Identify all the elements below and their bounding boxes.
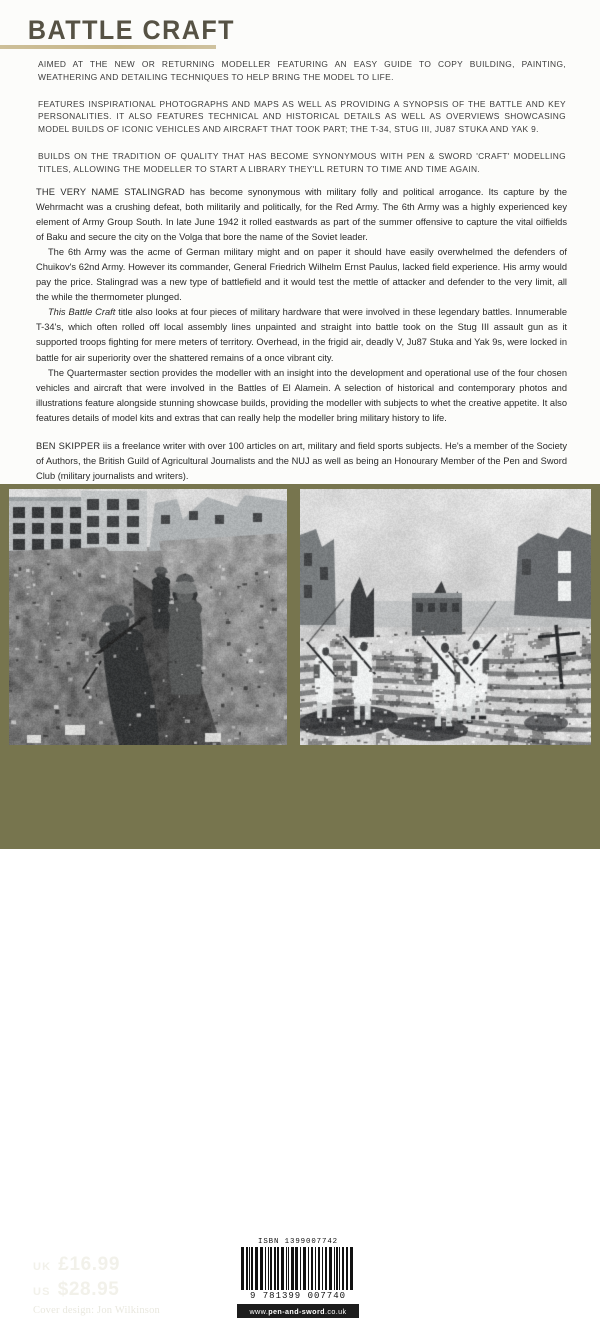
us-currency-label: US (33, 1286, 51, 1298)
paragraph-1-rest: has become synonymous with military folly and political arrogance. Its capture by the Wehrmacht was a crushing defeat, both militarily and politically, for the Red Army. The 6th Army was a highly experienced key element of Army Group South. In late June 1942 it rolled eastwards as part of the summer offensive to capture the vital oilfields of Baku and secure the city on the Volga that bore the name of the Soviet leader. (36, 187, 567, 243)
url-suffix: .co.uk (324, 1306, 347, 1316)
author-bio-rest: iis a freelance writer with over 100 articles on art, military and field sports subjects. He's a member of the Society of Authors, the British Guild of Agricultural Journalists and the NUJ as well as being an Honourary Member of the Pen and Sword Club (military journalists and writers). (36, 440, 568, 481)
marketing-blurbs (38, 58, 566, 175)
ean-digits-text: 9 781399 007740 (249, 1291, 346, 1302)
body-paragraph-3 (36, 305, 567, 365)
us-price-line (33, 1279, 120, 1301)
url-brand: pen-and-sword (268, 1306, 325, 1316)
page-title: BATTLE CRAFT (27, 15, 235, 45)
author-biography (36, 439, 567, 484)
author-name: BEN SKIPPER (36, 440, 101, 451)
us-price-value: $28.95 (57, 1279, 120, 1300)
back-cover-body-copy (36, 185, 567, 484)
paragraph-3-rest: title also looks at four pieces of military hardware that were involved in these legendary battles. Innumerable T-34's, which often rolled off local assembly lines unpainted and straight into battle took on the Stug III assault gun as it supported troops fighting for mere meters of territory. Overhead, in the frigid air, deadly V, Ju87 Stuka and Yak 9s, were locked in battle for air superiority over the shattered remains of a once vibrant city. (36, 307, 567, 363)
paragraph-1-lead: THE VERY NAME STALINGRAD (36, 187, 185, 197)
blurb-1: AIMED AT THE NEW OR RETURNING MODELLER FEATURING AN EASY GUIDE TO COPY BUILDING, PAINTING, WEATHERING AND DETAILING TECHNIQUES TO HELP BRING THE MODEL TO LIFE. (38, 59, 566, 82)
uk-currency-label: UK (33, 1261, 52, 1273)
blurb-3: BUILDS ON THE TRADITION OF QUALITY THAT HAS BECOME SYNONYMOUS WITH PEN & SWORD 'CRAFT' MODELLING TITLES, ALLOWING THE MODELLER TO START A LIBRARY THEY'LL RETURN TO TIME AND TIME AGAIN. (38, 150, 566, 174)
barcode-bars (241, 1247, 355, 1290)
body-paragraph-2: The 6th Army was the acme of German military might and on paper it should have easily overwhelmed the defenders of Chuikov's 62nd Army. However its commander, General Friedrich Wilhelm Ernst Paulus, lacked field experience. His army would pay the price. Stalingrad was a new type of battlefield and it would test the mettle of attacker and defender to the very limit, all the while the thermometer plunged. (36, 247, 567, 303)
body-paragraph-4: The Quartermaster section provides the modeller with an insight into the development and operational use of the four chosen vehicles and aircraft that were involved in the Battles of El Alamein. A selection of historical and contemporary photos and illustrations feature alongside stunning showcase builds, providing the modeller with subjects to whet the creative appetite. It also features details of model kits and extras that can really help the modeller bring military history to life. (36, 367, 567, 423)
url-prefix: www. (249, 1306, 269, 1316)
photo-and-footer-band (0, 484, 600, 1316)
title-block (0, 0, 600, 44)
gold-rule-divider (0, 45, 216, 49)
isbn-number-text: ISBN 1399007742 (257, 1238, 339, 1246)
blurb-2: FEATURES INSPIRATIONAL PHOTOGRAPHS AND MAPS AS WELL AS PROVIDING A SYNOPSIS OF THE BATTLE AND KEY PERSONALITIES. IT ALSO FEATURES TECHNICAL AND HISTORICAL DETAILS AS WELL AS OVERVIEWS SHOWCASING MODEL BUILDS OF ICONIC VEHICLES AND AIRCRAFT THAT TOOK PART; THE T-34, STUG III, JU87 STUKA AND YAK 9. (38, 98, 566, 135)
uk-price-line (33, 1254, 120, 1276)
publisher-url-strip (237, 1304, 359, 1318)
price-block (33, 1254, 120, 1304)
body-paragraph-1 (36, 185, 567, 245)
trench-soldiers-photo (9, 489, 287, 745)
winter-ruins-photo (300, 489, 591, 745)
isbn-barcode (237, 1235, 359, 1321)
uk-price-value: £16.99 (58, 1254, 121, 1275)
cover-design-credit: Cover design: Jon Wilkinson (33, 1305, 160, 1316)
paragraph-3-italic-lead: This Battle Craft (48, 307, 116, 318)
